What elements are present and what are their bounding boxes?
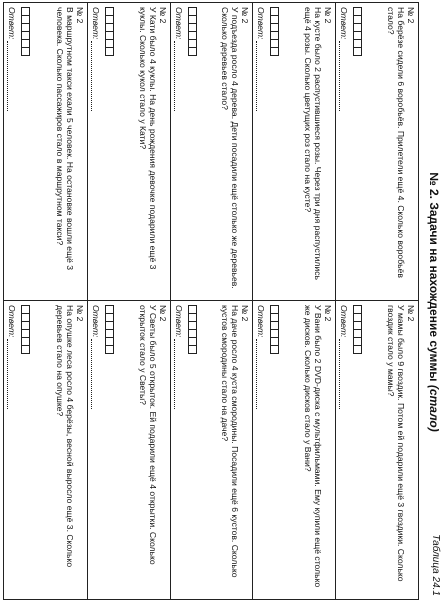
answer-line [339,7,350,296]
answer-line [256,305,267,595]
answer-line [91,7,102,296]
task-text: В маршрутном такси ехали 5 человек. На остановке вошли ещё 3 человека. Сколько пассажиров стало в маршрутном такси? [54,7,75,271]
answer-label: Ответ: [90,7,101,40]
task-cell [335,301,418,599]
task-number: № 2 [323,305,334,322]
task-text: У подъезда росло 4 дерева. Дети посадили ещё столько же деревьев. Сколько деревьев стало? [220,7,241,289]
task-text: У мамы было 9 гвоздик. Потом ей подарили ещё 3 гвоздики. Сколько гвоздик стало у мамы? [386,305,406,582]
answer-boxes [353,305,362,353]
answer-boxes [270,7,279,55]
task-text: У Вани было 2 DVD-диска с мультфильмами. Ему купили ещё столько же дисков. Сколько дисков стало у Вани? [303,305,324,588]
answer-line [91,305,102,595]
answer-label: Ответ: [7,305,17,338]
task-cell [335,3,418,301]
answer-line [7,305,18,595]
answer-boxes [188,7,197,55]
task-cell [170,3,253,301]
table-number: Таблица 24.1 [430,534,441,596]
answer-input[interactable] [174,339,184,409]
answer-label: Ответ: [7,7,17,40]
task-number: № 2 [323,7,334,24]
answer-line [339,305,350,595]
task-cell [252,3,335,301]
answer-boxes [21,305,30,353]
task-number: № 2 [74,7,85,24]
answer-input[interactable] [7,339,17,409]
answer-boxes [105,7,114,55]
answer-input[interactable] [339,41,349,111]
answer-input[interactable] [91,339,101,409]
answer-line [7,7,18,296]
answer-input[interactable] [7,41,17,111]
answer-input[interactable] [339,339,349,409]
task-text: У Кати было 4 куклы. На день рождения девочке подарили ещё 3 куклы. Сколько кукол стало у Кати? [137,7,158,270]
answer-line [256,7,267,296]
task-cell [252,301,335,599]
answer-label: Ответ: [339,7,350,40]
task-number: № 2 [157,305,168,322]
title-text: № 2. Задачи на нахождение суммы [427,172,441,382]
answer-label: Ответ: [90,305,101,338]
task-cell [87,3,170,301]
task-text: На опушке леса росло 4 берёзы, весной выросло ещё 3. Сколько деревьев стало на опушке? [54,305,75,568]
answer-label: Ответ: [173,7,184,40]
task-text: На берёзе сидели 6 воробьёв. Прилетели ещё 4. Сколько воробьёв стало? [386,7,406,278]
answer-line [174,7,185,296]
task-number: № 2 [406,305,416,322]
task-number: № 2 [240,305,251,322]
answer-input[interactable] [256,339,266,409]
answer-boxes [105,305,114,353]
task-number: № 2 [157,7,168,24]
answer-boxes [270,305,279,353]
title-paren: (стало) [427,384,441,432]
task-table [3,2,419,600]
task-cell [170,301,253,599]
task-number: № 2 [406,7,416,24]
answer-label: Ответ: [173,305,184,338]
answer-input[interactable] [174,41,184,111]
answer-input[interactable] [91,41,101,111]
task-text: На даче росло 4 куста смородины. Посадили ещё 6 кустов. Сколько кустов смородины стало на даче? [220,305,241,578]
task-cell [4,301,87,599]
task-number: № 2 [240,7,251,24]
task-cell [4,3,87,301]
answer-label: Ответ: [256,305,267,338]
answer-boxes [21,7,30,55]
answer-input[interactable] [256,41,266,111]
answer-boxes [353,7,362,55]
answer-label: Ответ: [339,305,350,338]
answer-label: Ответ: [256,7,267,40]
page-title [427,0,441,604]
task-cell [87,301,170,599]
task-text: У Светы было 5 открыток. Ей подарили ещё 4 открытки. Сколько открыток стало у Светы? [137,305,158,565]
answer-boxes [188,305,197,353]
task-text: На кусте было 2 распустившиеся розы. Через три дня распустились ещё 4 розы. Сколько цветущих роз стало на кусте? [303,7,324,280]
task-number: № 2 [74,305,85,322]
answer-line [174,305,185,595]
